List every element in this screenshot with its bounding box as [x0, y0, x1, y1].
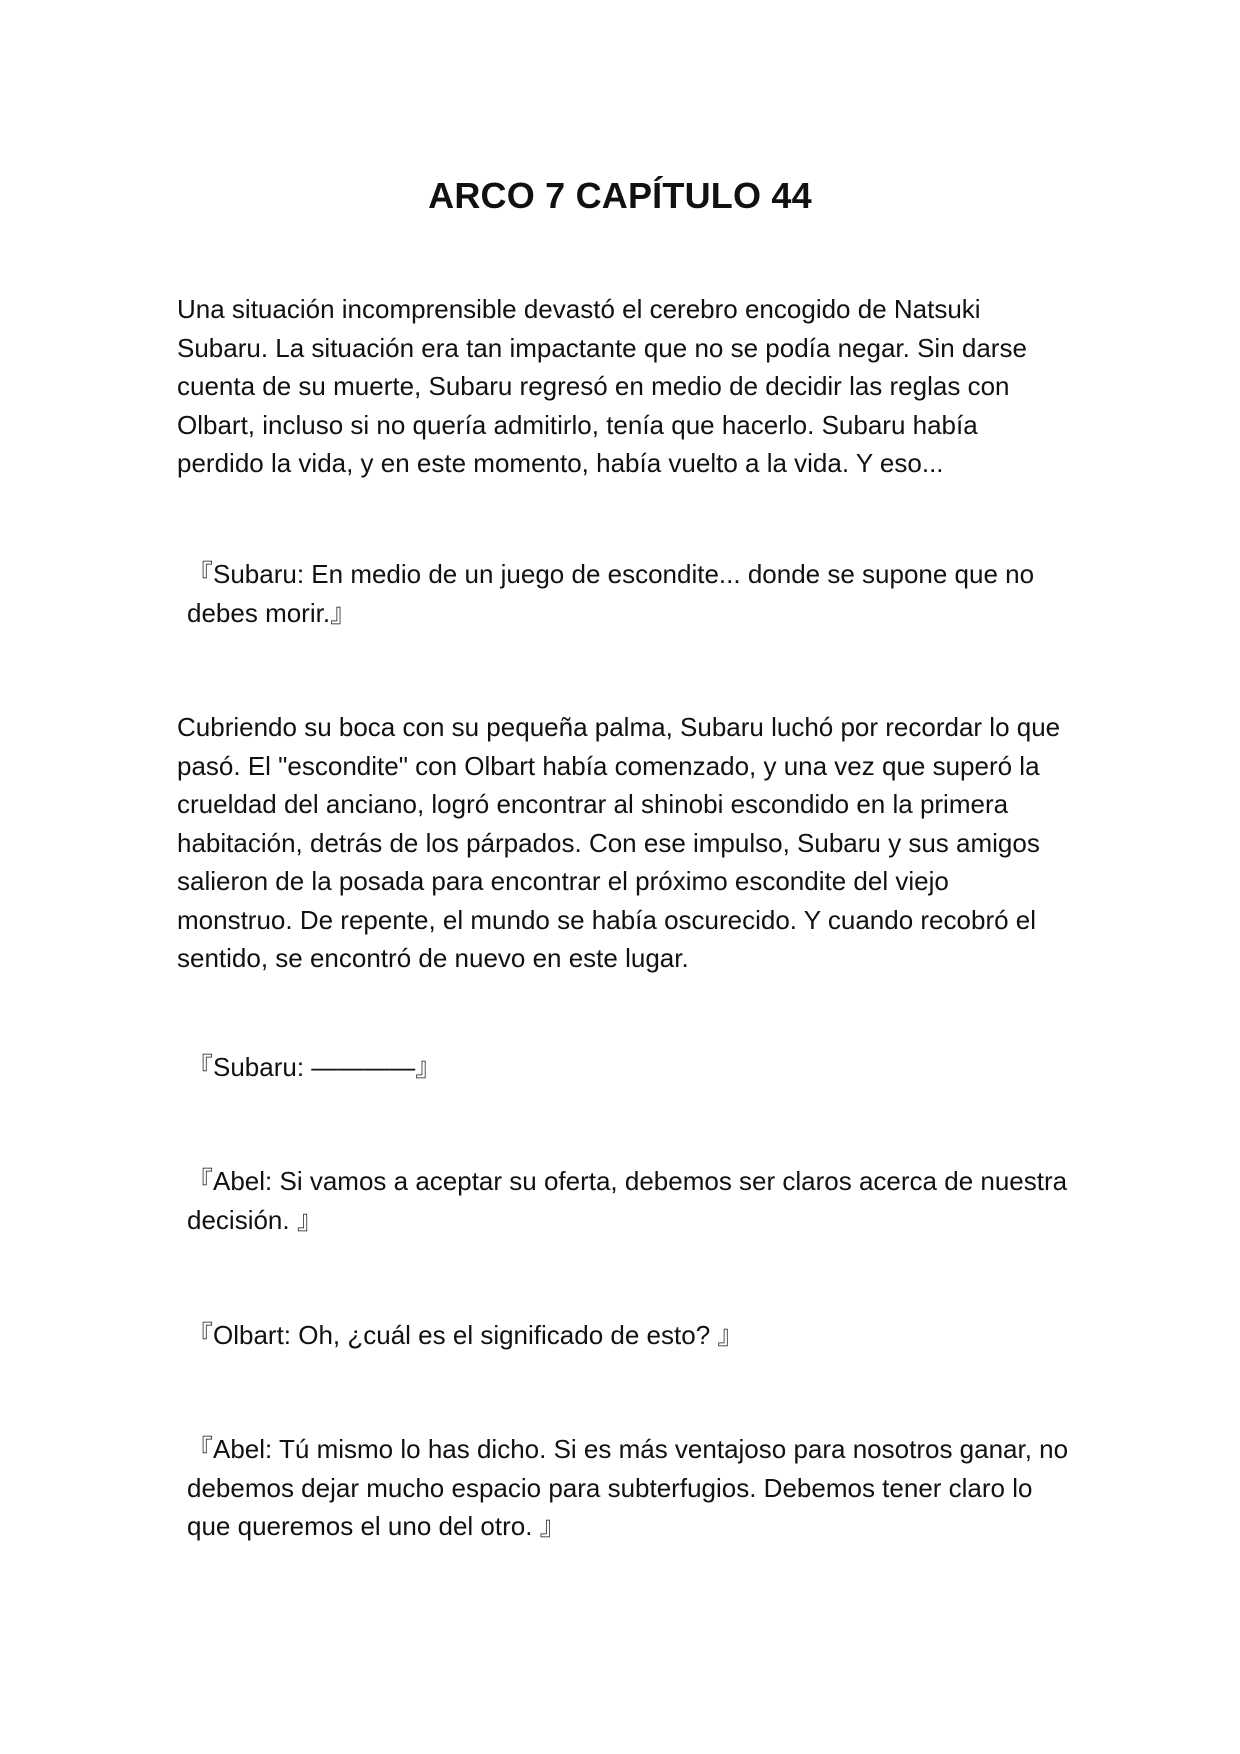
dialogue-line: 『Subaru: ————』	[187, 1052, 442, 1082]
dialogue-line: 『Subaru: En medio de un juego de escondite... donde se supone que no debes morir.』	[187, 559, 1035, 628]
narration-paragraph: Una situación incomprensible devastó el cerebro encogido de Natsuki Subaru. La situación era tan impactante que no se podía negar. Sin darse cuenta de su muerte, Subaru regresó en medio de decidir las reglas con Olbart, incluso si no quería admitirlo, tenía que hacerlo. Subaru había perdido la vida, y en este momento, había vuelto a la vida. Y eso...	[177, 294, 1027, 478]
chapter-title: ARCO 7 CAPÍTULO 44	[428, 175, 812, 217]
narration-paragraph: Cubriendo su boca con su pequeña palma, Subaru luchó por recordar lo que pasó. El "escondite" con Olbart había comenzado, y una vez que superó la crueldad del anciano, logró encontrar al shinobi escondido en la primera habitación, detrás de los párpados. Con ese impulso, Subaru y sus amigos salieron de la posada para encontrar el próximo escondite del viejo monstruo. De repente, el mundo se había oscurecido. Y cuando recobró el sentido, se encontró de nuevo en este lugar.	[177, 712, 1061, 973]
dialogue-line: 『Olbart: Oh, ¿cuál es el significado de esto? 』	[187, 1320, 744, 1350]
dialogue-line: 『Abel: Si vamos a aceptar su oferta, debemos ser claros acerca de nuestra decisión. 』	[187, 1166, 1068, 1235]
dialogue-line: 『Abel: Tú mismo lo has dicho. Si es más ventajoso para nosotros ganar, no debemos dejar mucho espacio para subterfugios. Debemos tener claro lo que queremos el uno del otro. 』	[187, 1434, 1069, 1541]
